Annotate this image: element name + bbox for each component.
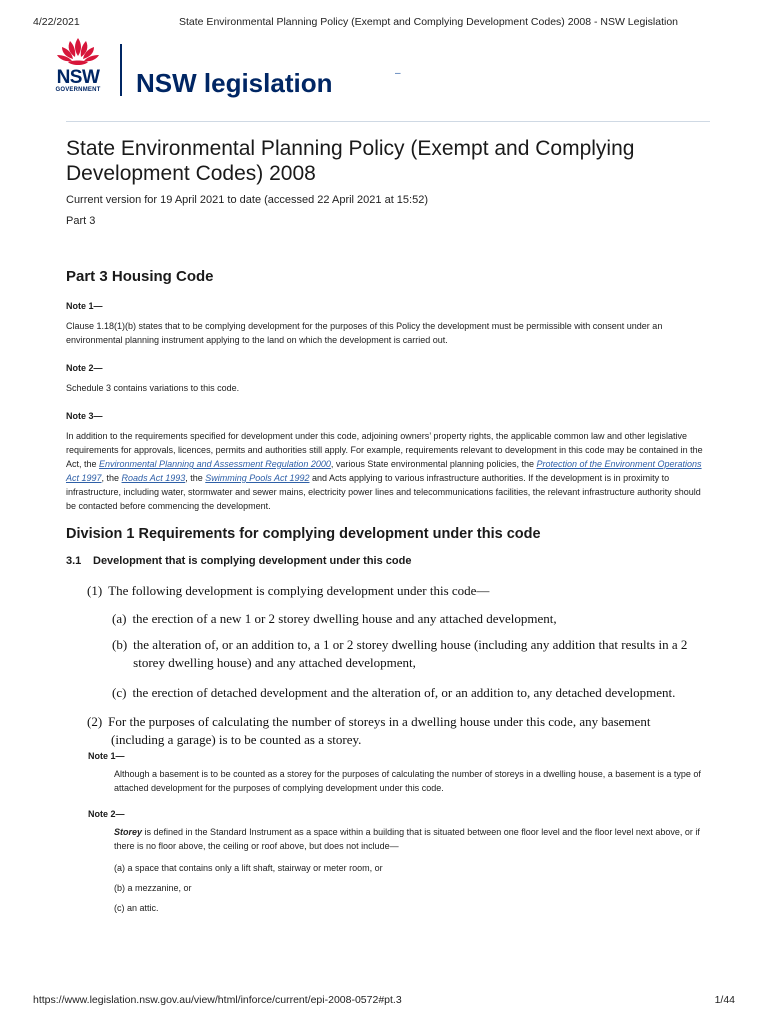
page-number: 1/44 [714,994,735,1006]
subclause-label: (2) [87,714,103,729]
brand-tick: – [395,68,401,79]
subclause-label: (1) [87,583,103,598]
subclause-text: The following development is complying development under this code— [108,583,490,598]
clause-number: 3.1 [66,555,82,567]
logo-government-text: GOVERNMENT [55,87,101,93]
paragraph-label: (c) [112,685,127,700]
note-label: Note 1— [88,751,125,761]
list-item: (a) a space that contains only a lift shaft, stairway or meter room, or [114,863,383,873]
link-roads-act-1993[interactable]: Roads Act 1993 [121,473,186,483]
part-heading: Part 3 Housing Code [66,268,214,285]
paragraph-label: (a) [112,611,127,626]
note-label: Note 3— [66,411,103,421]
note-text: Clause 1.18(1)(b) states that to be complying development for the purposes of this Policy the development must be permissible with consent under an environmental planning instrument applying to the land on which the development is carried out. [66,321,663,345]
note-text: Although a basement is to be counted as a storey for the purposes of calculating the number of storeys in a dwelling house, a basement is a type of attached development for the purposes of complying development under this code. [114,769,701,793]
note-label: Note 2— [66,363,103,373]
print-page-title: State Environmental Planning Policy (Exempt and Complying Development Codes) 2008 - NSW Legislation [179,16,679,28]
paragraph-text: the alteration of, or an addition to, a 1 or 2 storey dwelling house (including any addition that results in a 2 storey dwelling house) and any attached development, [133,637,688,670]
clause-heading [66,555,712,567]
subclause-2 [66,713,712,749]
list-item: (c) an attic. [114,903,159,913]
paragraph-b [66,636,712,672]
note-text [88,825,712,853]
site-header [50,36,450,100]
subclause-text: For the purposes of calculating the number of storeys in a dwelling house under this code, any basement [108,714,651,729]
note-text-segment: and Acts applying to various infrastructure authorities. If the development is in proximity to infrastructure, including water, stormwater and sewer mains, electricity power lines and telecommunications facilities, the relevant infrastructure authority should be contacted before commencing the development. [66,473,701,511]
defined-term: Storey [114,827,143,837]
document-content [66,136,712,913]
note-text: Schedule 3 contains variations to this code. [66,383,240,393]
note-3-text [66,429,712,513]
link-epa-regulation-2000[interactable]: Environmental Planning and Assessment Regulation 2000 [99,459,331,469]
print-url: https://www.legislation.nsw.gov.au/view/html/inforce/current/epi-2008-0572#pt.3 [33,994,402,1006]
header-divider [66,121,710,122]
link-poeo-act-1997[interactable]: Protection of the Environment Operations Act 1997 [66,459,702,483]
paragraph-a [66,610,712,628]
nsw-government-logo[interactable] [50,36,106,100]
note-text-segment: , the [185,473,206,483]
paragraph-text: the erection of a new 1 or 2 storey dwelling house and any attached development, [132,611,557,626]
note-text-segment: In addition to the requirements specified for development under this code, adjoining owners’ property rights, the applicable common law and other legislative requirements for approvals, licences, permits and authorities still apply. For example, requirements relevant to development in this code may be contained in the Act, the [66,431,703,469]
clause-title: Development that is complying development under this code [93,555,412,567]
definition-text: is defined in the Standard Instrument as a space within a building that is situated between one floor level and the floor level next above, or if there is no floor above, the ceiling or roof above, but does not include— [114,827,700,851]
subclause-text-continued: (including a garage) is to be counted as a storey. [111,732,362,747]
document-title: State Environmental Planning Policy (Exempt and Complying Development Codes) 2008 [66,137,635,185]
logo-nsw-text: NSW [56,67,100,88]
link-swimming-pools-act-1992[interactable]: Swimming Pools Act 1992 [205,473,310,483]
note-text-segment: , various State environmental planning policies, the [330,459,537,469]
division-heading: Division 1 Requirements for complying development under this code [66,526,541,542]
note-text-segment: , the [101,473,122,483]
list-item: (b) a mezzanine, or [114,883,192,893]
paragraph-text: the erection of detached development and the alteration of, or an addition to, any detached development. [132,685,676,700]
print-date: 4/22/2021 [33,16,80,28]
waratah-icon [54,36,102,68]
site-name-link[interactable]: NSW legislation [136,68,333,98]
paragraph-label: (b) [112,637,128,652]
part-reference: Part 3 [66,215,96,227]
paragraph-c [66,684,712,702]
note-label: Note 1— [66,301,103,311]
brand-divider [120,44,122,96]
subclause-1 [66,582,712,600]
subclause-notes [66,751,712,913]
note-label: Note 2— [88,809,125,819]
version-info: Current version for 19 April 2021 to date (accessed 22 April 2021 at 15:52) [66,194,428,206]
